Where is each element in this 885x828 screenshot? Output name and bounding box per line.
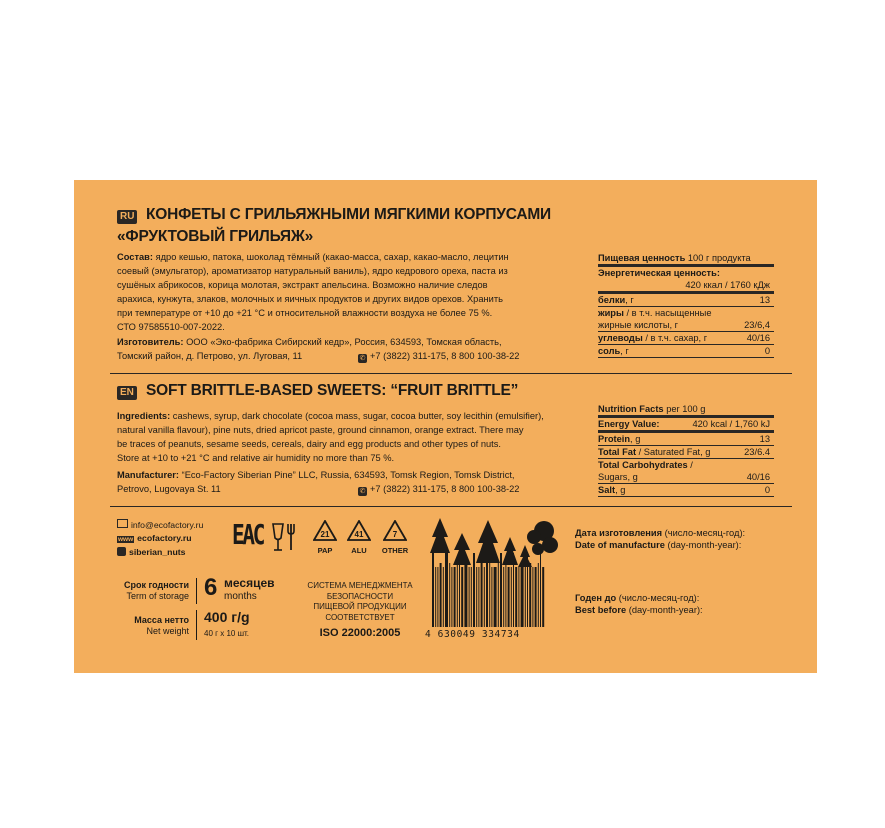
- barcode-bar: [437, 567, 438, 627]
- barcode-bar: [503, 567, 504, 627]
- barcode-digits: 4 630049 334734: [425, 629, 520, 640]
- recycle-code: 41: [354, 530, 364, 539]
- ru-energy-label: Энергетическая ценность:: [598, 268, 720, 278]
- en-manufacturer: [117, 468, 587, 496]
- ru-nutrition-header: Пищевая ценность: [598, 253, 686, 263]
- ru-manufacturer: [117, 335, 587, 363]
- ru-fat-line2: жирные кислоты, г: [598, 320, 679, 330]
- best-before-en: Best before: [575, 605, 627, 615]
- food-safe-icon: [270, 521, 300, 553]
- barcode-bar: [451, 567, 452, 627]
- divider: [598, 357, 774, 358]
- ru-composition-line: соевый (эмульгатор), ароматизатор натуральный ваниль), ядро кедрового ореха, паста из: [117, 266, 508, 276]
- ru-fat-rest: / в т.ч. насыщенные: [623, 308, 712, 318]
- en-ingredients-line: cashews, syrup, dark chocolate (cocoa mass, sugar, cocoa butter, soy lecithin (emulsifier),: [172, 411, 544, 421]
- manufacture-date-en-rest: (day-month-year):: [664, 540, 742, 550]
- ru-carb-label: углеводы: [598, 333, 643, 343]
- en-ingredients-line: be traces of peanuts, sesame seeds, cereals, dairy and egg products and other types of nuts.: [117, 439, 501, 449]
- en-energy-value: 420 kcal / 1,760 kJ: [692, 419, 770, 429]
- shelf-unit-en: months: [224, 591, 257, 602]
- email-icon: [117, 519, 128, 528]
- barcode-bar: [511, 567, 512, 627]
- divider: [196, 578, 197, 604]
- weight-detail: 40 г х 10 шт.: [204, 629, 250, 638]
- en-ingredients-line: Store at +10 to +21 °C and relative air humidity no more than 75 %.: [117, 453, 395, 463]
- en-maker-label: Manufacturer:: [117, 470, 179, 480]
- en-ingredients-label: Ingredients:: [117, 411, 171, 421]
- manufacture-date: [575, 527, 745, 551]
- ru-energy-value: 420 ккал / 1760 кДж: [685, 280, 770, 290]
- shelf-label-ru: Срок годности: [124, 580, 189, 590]
- barcode-bar: [489, 563, 490, 627]
- ru-salt-value: 0: [764, 346, 770, 356]
- barcode-bar: [498, 563, 499, 627]
- en-phone: +7 (3822) 311-175, 8 800 100-38-22: [370, 484, 520, 494]
- ru-composition-line: ядро кешью, патока, шоколад тёмный (какао-масса, сахар, какао-масло, лецитин: [155, 252, 509, 262]
- barcode-bar: [486, 553, 488, 627]
- barcode-bar: [473, 553, 475, 627]
- en-maker-line1: “Eco-Factory Siberian Pine” LLC, Russia, 634593, Tomsk Region, Tomsk District,: [181, 470, 515, 480]
- barcode-bar: [525, 567, 526, 627]
- best-before-en-rest: (day-month-year):: [626, 605, 703, 615]
- barcode-bar: [535, 567, 537, 627]
- ru-fat-label: жиры: [598, 308, 624, 318]
- barcode-bar: [540, 553, 541, 627]
- ru-composition-line: при температуре от +10 до +21 °С и относительной влажности воздуха не более 75 %.: [117, 308, 493, 318]
- barcode-bar: [515, 567, 517, 627]
- en-protein-unit: , g: [630, 434, 641, 444]
- barcode-bar: [494, 567, 497, 627]
- en-nutrition-table: [598, 403, 774, 497]
- en-salt-value: 0: [764, 485, 770, 495]
- eac-mark: EAC: [232, 518, 264, 551]
- barcode-forest: [428, 515, 563, 645]
- en-protein-value: 13: [759, 434, 770, 444]
- en-maker-line2: Petrovo, Lugovaya St. 11: [117, 484, 221, 494]
- ru-salt-label: соль: [598, 346, 621, 356]
- tree-icon: [532, 543, 544, 555]
- ru-fat-value: 23/6,4: [744, 320, 770, 330]
- iso-line: ПИЩЕВОЙ ПРОДУКЦИИ: [313, 602, 407, 611]
- tree-icon: [542, 537, 558, 553]
- en-ingredients: [117, 409, 587, 465]
- ru-nutrition-table: [598, 252, 774, 358]
- barcode-bar: [457, 563, 458, 627]
- en-fat-rest: / Saturated Fat, g: [636, 447, 711, 457]
- barcode-bar: [532, 567, 533, 627]
- ru-composition: [117, 250, 587, 334]
- lang-badge-en: EN: [117, 386, 137, 400]
- tree-icon: [502, 537, 518, 565]
- ru-title-line1: КОНФЕТЫ С ГРИЛЬЯЖНЫМИ МЯГКИМИ КОРПУСАМИ: [146, 206, 551, 223]
- barcode-bar: [471, 567, 472, 627]
- tree-icon: [453, 533, 471, 565]
- tree-icon: [527, 530, 541, 544]
- ru-carb-value: 40/16: [746, 333, 770, 343]
- divider: [196, 610, 197, 640]
- barcode-bar: [445, 553, 448, 627]
- recycle-label: PAP: [317, 546, 333, 555]
- barcode-bar: [481, 563, 483, 627]
- vk-icon: [117, 547, 126, 556]
- best-before-ru-rest: (число-месяц-год):: [616, 593, 700, 603]
- barcode-bar: [505, 563, 506, 627]
- weight-label-en: Net weight: [146, 626, 189, 636]
- ru-protein-value: 13: [759, 295, 770, 305]
- barcode-bar: [440, 563, 442, 627]
- en-fat-value: 23/6.4: [744, 447, 770, 457]
- barcode-bar: [518, 567, 519, 627]
- phone-icon: ✆: [359, 355, 366, 362]
- manufacture-date-ru: Дата изготовления: [575, 528, 663, 538]
- best-before: [575, 592, 703, 616]
- recycle-code: 7: [392, 530, 398, 539]
- en-title: SOFT BRITTLE-BASED SWEETS: “FRUIT BRITTLE”: [146, 382, 519, 399]
- barcode-bar: [469, 567, 470, 627]
- en-salt-unit: , g: [615, 485, 626, 495]
- ru-maker-line1: ООО «Эко-фабрика Сибирский кедр», Россия, 634593, Томская область,: [186, 337, 502, 347]
- tree-icon: [430, 518, 450, 553]
- barcode-bar: [484, 567, 485, 627]
- ru-protein-unit: , г: [625, 295, 634, 305]
- iso-line: БЕЗОПАСНОСТИ: [326, 591, 394, 601]
- ru-phone: +7 (3822) 311-175, 8 800 100-38-22: [370, 351, 520, 361]
- en-carb-rest: /: [687, 460, 693, 470]
- en-nutrition-header-rest: per 100 g: [663, 404, 706, 414]
- weight-label-ru: Масса нетто: [134, 615, 189, 625]
- en-energy-label: Energy Value:: [598, 419, 660, 429]
- contact-vk: siberian_nuts: [129, 547, 186, 557]
- en-fat-label: Total Fat: [598, 447, 637, 457]
- barcode-bar: [500, 553, 502, 627]
- barcode-bar: [454, 567, 456, 627]
- weight-labels: [117, 615, 189, 637]
- ru-composition-line: сушёных абрикосов, корица молотая, экстракт апельсина. Возможно наличие следов: [117, 280, 488, 290]
- phone-icon: ✆: [359, 488, 366, 495]
- en-carb-label: Total Carbohydrates: [598, 460, 688, 470]
- barcode-bar: [459, 553, 460, 627]
- iso-standard: ISO 22000:2005: [319, 627, 401, 639]
- ru-nutrition-header-rest: 100 г продукта: [685, 253, 751, 263]
- ru-composition-line: СТО 97585510-007-2022.: [117, 322, 225, 332]
- barcode-bar: [529, 563, 531, 627]
- en-salt-label: Salt: [598, 485, 616, 495]
- shelf-unit-ru: месяцев: [224, 576, 275, 590]
- en-carb-line2: Sugars, g: [598, 472, 638, 482]
- ru-composition-label: Состав:: [117, 252, 153, 262]
- en-nutrition-header: Nutrition Facts: [598, 404, 664, 414]
- shelf-number: 6: [204, 574, 218, 601]
- recycle-label: ALU: [351, 546, 367, 555]
- web-icon: www: [118, 536, 134, 543]
- manufacture-date-ru-rest: (число-месяц-год):: [662, 528, 746, 538]
- ru-salt-unit: , г: [620, 346, 629, 356]
- contact-email: info@ecofactory.ru: [131, 520, 204, 530]
- en-carb-value: 40/16: [746, 472, 770, 482]
- barcode-bar: [464, 563, 467, 627]
- divider: [598, 496, 774, 497]
- weight-value: 400 г/g: [204, 609, 250, 625]
- ru-maker-label: Изготовитель:: [117, 337, 184, 347]
- lang-badge-ru: RU: [117, 210, 137, 224]
- shelf-life-labels: [117, 580, 189, 602]
- barcode-bar: [432, 553, 434, 627]
- iso-line: СИСТЕМА МЕНЕДЖМЕНТА: [307, 581, 413, 590]
- barcode-bar: [542, 567, 544, 627]
- barcode-bar: [491, 567, 492, 627]
- barcode-bar: [521, 563, 524, 627]
- en-protein-label: Protein: [598, 434, 631, 444]
- ru-title-line2: «ФРУКТОВЫЙ ГРИЛЬЯЖ»: [117, 228, 314, 245]
- ru-carb-rest: / в т.ч. сахар, г: [642, 333, 708, 343]
- barcode-bar: [443, 567, 444, 627]
- barcode-bar: [527, 553, 528, 627]
- barcode-bar: [538, 563, 539, 627]
- en-ingredients-line: natural vanilla flavour), pine nuts, dried apricot paste, ground cinnamon, orange extract. There may: [117, 425, 524, 435]
- section-divider: [110, 506, 792, 507]
- section-divider: [110, 373, 792, 374]
- ru-composition-line: арахиса, кунжута, злаков, молочных и яичных продуктов и других видов орехов. Хранить: [117, 294, 503, 304]
- ru-protein-label: белки: [598, 295, 626, 305]
- recycle-label: OTHER: [381, 546, 409, 555]
- barcode-bar: [478, 567, 479, 627]
- recycle-code: 21: [320, 530, 330, 539]
- barcode-bar: [461, 567, 463, 627]
- manufacture-date-en: Date of manufacture: [575, 540, 665, 550]
- best-before-ru: Годен до: [575, 593, 617, 603]
- barcode-bar: [449, 563, 450, 627]
- barcode-bar: [508, 567, 510, 627]
- contact-web: ecofactory.ru: [137, 533, 192, 543]
- barcode-graphic: [428, 515, 563, 645]
- iso-block: [297, 581, 423, 640]
- iso-line: СООТВЕТСТВУЕТ: [325, 612, 395, 622]
- barcode-bar: [435, 567, 436, 627]
- barcode-bar: [476, 567, 477, 627]
- ru-maker-line2: Томский район, д. Петрово, ул. Луговая, 11: [117, 351, 303, 361]
- barcode-bar: [513, 553, 514, 627]
- shelf-label-en: Term of storage: [126, 591, 189, 601]
- contacts: [117, 519, 203, 558]
